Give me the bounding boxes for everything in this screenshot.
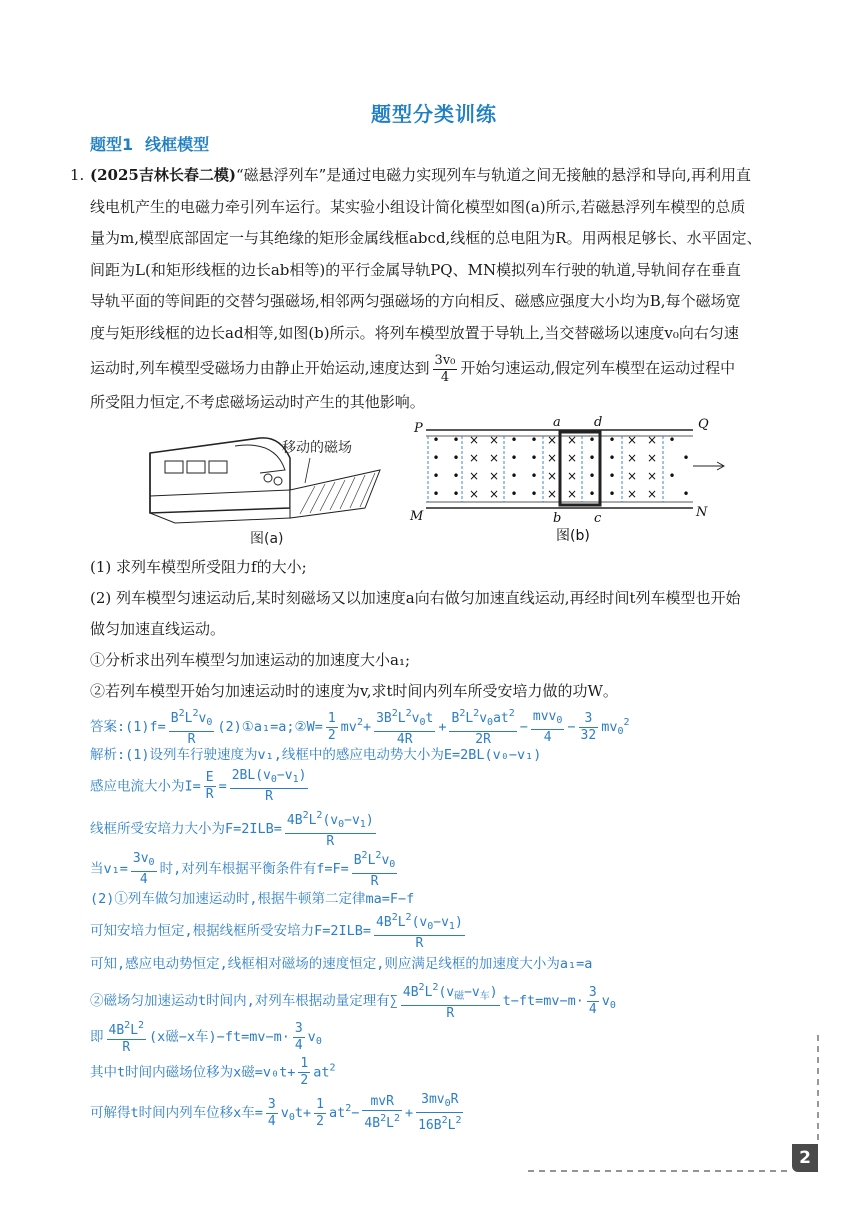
solution-line-2: 感应电流大小为I= $\frac{E}{R}$ = $\frac{2BL(v_0-v_1)}{R}$ xyxy=(90,768,307,804)
svg-text:•: • xyxy=(668,433,676,447)
svg-text:•: • xyxy=(588,487,596,501)
part-2-cont: 做匀加速直线运动。 xyxy=(90,620,226,638)
solution-line-7: 可知,感应电动势恒定,线框相对磁场的速度恒定,则应满足线框的加速度大小为a₁=a xyxy=(90,956,593,972)
svg-text:×: × xyxy=(646,451,658,465)
svg-text:•: • xyxy=(510,433,518,447)
question-line-3: 量为m,模型底部固定一与其绝缘的矩形金属线框abcd,线框的总电阻为R。用两根足够长、水平固定、 xyxy=(90,229,762,247)
label-b: b xyxy=(553,511,562,526)
part-2-1: ①分析求出列车模型匀加速运动的加速度大小a₁; xyxy=(90,651,411,669)
svg-text:×: × xyxy=(468,433,480,447)
question-source: (2025吉林长春二模) xyxy=(90,166,236,184)
svg-text:•: • xyxy=(588,451,596,465)
svg-text:×: × xyxy=(488,487,500,501)
svg-text:×: × xyxy=(468,451,480,465)
solution-line-5: (2)①列车做匀加速运动时,根据牛顿第二定律ma=F−f xyxy=(90,891,415,907)
svg-text:•: • xyxy=(432,469,440,483)
svg-text:×: × xyxy=(468,469,480,483)
solution-line-3: 线框所受安培力大小为F=2ILB= $\frac{4B^2L^2(v_0-v_1)}{R}$ xyxy=(90,810,374,849)
figure-b-caption: 图(b) xyxy=(556,528,590,544)
label-M: M xyxy=(410,509,424,524)
page-corner-decoration xyxy=(520,1030,830,1180)
svg-text:•: • xyxy=(510,469,518,483)
svg-text:×: × xyxy=(646,433,658,447)
svg-text:×: × xyxy=(646,469,658,483)
question-line-6: 度与矩形线框的边长ad相等,如图(b)所示。将列车模型放置于导轨上,当交替磁场以速度v₀向右匀速 xyxy=(90,323,739,342)
solution-line-9: 即 $\frac{4B^2L^2}{R}$ (x磁−x车)−ft=mv−m· $\frac{3}{4}$ $v_0$ xyxy=(90,1020,322,1055)
svg-text:•: • xyxy=(452,469,460,483)
svg-text:×: × xyxy=(546,451,558,465)
svg-text:•: • xyxy=(608,451,616,465)
section-label: 题型1 xyxy=(90,135,134,154)
svg-text:•: • xyxy=(682,487,690,501)
svg-text:•: • xyxy=(588,469,596,483)
label-Q: Q xyxy=(698,417,709,432)
svg-text:•: • xyxy=(668,469,676,483)
part-2-2: ②若列车模型开始匀加速运动时的速度为v,求t时间内列车所受安培力做的功W。 xyxy=(90,682,618,700)
question-1 xyxy=(70,160,810,419)
question-line-8: 所受阻力恒定,不考虑磁场运动时产生的其他影响。 xyxy=(90,393,425,411)
part-2: (2) 列车模型匀速运动后,某时刻磁场又以加速度a向右做匀加速直线运动,再经时间t列车模型也开始 xyxy=(90,589,741,607)
svg-text:•: • xyxy=(432,451,440,465)
figure-a-caption: 图(a) xyxy=(250,531,284,547)
svg-text:×: × xyxy=(626,433,638,447)
svg-text:•: • xyxy=(682,451,690,465)
svg-text:•: • xyxy=(608,433,616,447)
svg-text:•: • xyxy=(452,433,460,447)
question-parts xyxy=(90,552,810,707)
svg-text:×: × xyxy=(566,451,578,465)
svg-text:×: × xyxy=(546,469,558,483)
svg-text:•: • xyxy=(608,469,616,483)
svg-text:×: × xyxy=(488,451,500,465)
svg-text:×: × xyxy=(546,487,558,501)
question-number: 1. xyxy=(70,166,85,184)
question-line-1: (2025吉林长春二模)“磁悬浮列车”是通过电磁力实现列车与轨道之间无接触的悬浮和导向,再利用直 xyxy=(90,166,752,184)
svg-text:•: • xyxy=(530,487,538,501)
page-number: 2 xyxy=(792,1144,818,1172)
label-d: d xyxy=(594,415,603,430)
figure-a-train xyxy=(140,418,390,548)
svg-text:•: • xyxy=(510,487,518,501)
solution-line-6: 可知安培力恒定,根据线框所受安培力F=2ILB= $\frac{4B^2L^2(v_0-v_1)}{R}$ xyxy=(90,912,463,951)
speed-fraction: $\frac{\text{3v₀}}{4}$ xyxy=(434,352,456,385)
svg-text:×: × xyxy=(566,469,578,483)
svg-text:•: • xyxy=(530,451,538,465)
svg-text:•: • xyxy=(588,433,596,447)
label-P: P xyxy=(414,421,423,436)
svg-text:•: • xyxy=(510,451,518,465)
solution-line-10: 其中t时间内磁场位移为x磁=v₀t+ $\frac{1}{2}$ $at^2$ xyxy=(90,1056,336,1088)
svg-text:×: × xyxy=(626,487,638,501)
svg-text:×: × xyxy=(468,487,480,501)
svg-text:•: • xyxy=(530,433,538,447)
label-c: c xyxy=(594,511,602,526)
part-1: (1) 求列车模型所受阻力f的大小; xyxy=(90,558,307,576)
solution-line-8: ②磁场匀加速运动t时间内,对列车根据动量定理有∑ $\frac{4B^2L^2(v_磁-v_车)}{R}$ t−ft=mv−m· $\frac{3}{4}$ $v_0$ xyxy=(90,982,616,1021)
label-a: a xyxy=(553,415,561,430)
figure-a-label: 移动的磁场 xyxy=(282,440,352,456)
figure-b-rails xyxy=(408,412,728,552)
label-N: N xyxy=(696,505,708,520)
question-line-5: 导轨平面的等间距的交替匀强磁场,相邻两匀强磁场的方向相反、磁感应强度大小均为B,每个磁场宽 xyxy=(90,292,741,310)
svg-text:•: • xyxy=(608,487,616,501)
section-name: 线框模型 xyxy=(145,135,210,154)
question-line-2: 线电机产生的电磁力牵引列车运行。某实验小组设计简化模型如图(a)所示,若磁悬浮列车模型的总质 xyxy=(90,197,746,216)
svg-text:•: • xyxy=(452,451,460,465)
svg-text:×: × xyxy=(546,433,558,447)
svg-text:×: × xyxy=(488,469,500,483)
svg-text:•: • xyxy=(530,469,538,483)
page-title: 题型分类训练 xyxy=(371,102,497,126)
section-heading xyxy=(90,132,209,155)
svg-text:×: × xyxy=(566,487,578,501)
svg-text:×: × xyxy=(626,451,638,465)
svg-text:•: • xyxy=(432,433,440,447)
svg-text:•: • xyxy=(432,487,440,501)
svg-text:×: × xyxy=(646,487,658,501)
answer-line: 答案:(1)f= $\frac{B^2L^2v_0}{R}$ (2)①a₁=a;②W= $\frac{1}{2}$ $mv^2+$ $\frac{3B^2L^2v_0t}{4R}$ + $\frac{B^2L^2v_0at^2}{2R}$ − $\frac{mvv_0}{4}$ − $\frac{3}{32}$ $mv_0^2$ xyxy=(90,708,630,747)
question-line-4: 间距为L(和矩形线框的边长ab相等)的平行金属导轨PQ、MN模拟列车行驶的轨道,导轨间存在垂直 xyxy=(90,260,741,279)
svg-text:×: × xyxy=(566,433,578,447)
svg-text:×: × xyxy=(488,433,500,447)
solution-line-1: 解析:(1)设列车行驶速度为v₁,线框中的感应电动势大小为E=2BL(v₀−v₁) xyxy=(90,747,542,763)
question-line-7: 运动时,列车模型受磁场力由静止开始运动,速度达到 $\frac{\text{3v₀}}{4}$ 开始匀速运动,假定列车模型在运动过程中 xyxy=(90,352,736,385)
svg-text:•: • xyxy=(452,487,460,501)
svg-text:×: × xyxy=(626,469,638,483)
solution-line-11: 可解得t时间内列车位移x车= $\frac{3}{4}$ $v_0t+$ $\frac{1}{2}$ $at^2-$ $\frac{\text{mvR}}{4B^2L^2}$ + $\frac{3mv_0R}{16B^2L^2}$ xyxy=(90,1092,462,1133)
solution-line-4: 当v₁= $\frac{3v_0}{4}$ 时,对列车根据平衡条件有f=F= $\frac{B^2L^2v_0}{R}$ xyxy=(90,850,396,889)
